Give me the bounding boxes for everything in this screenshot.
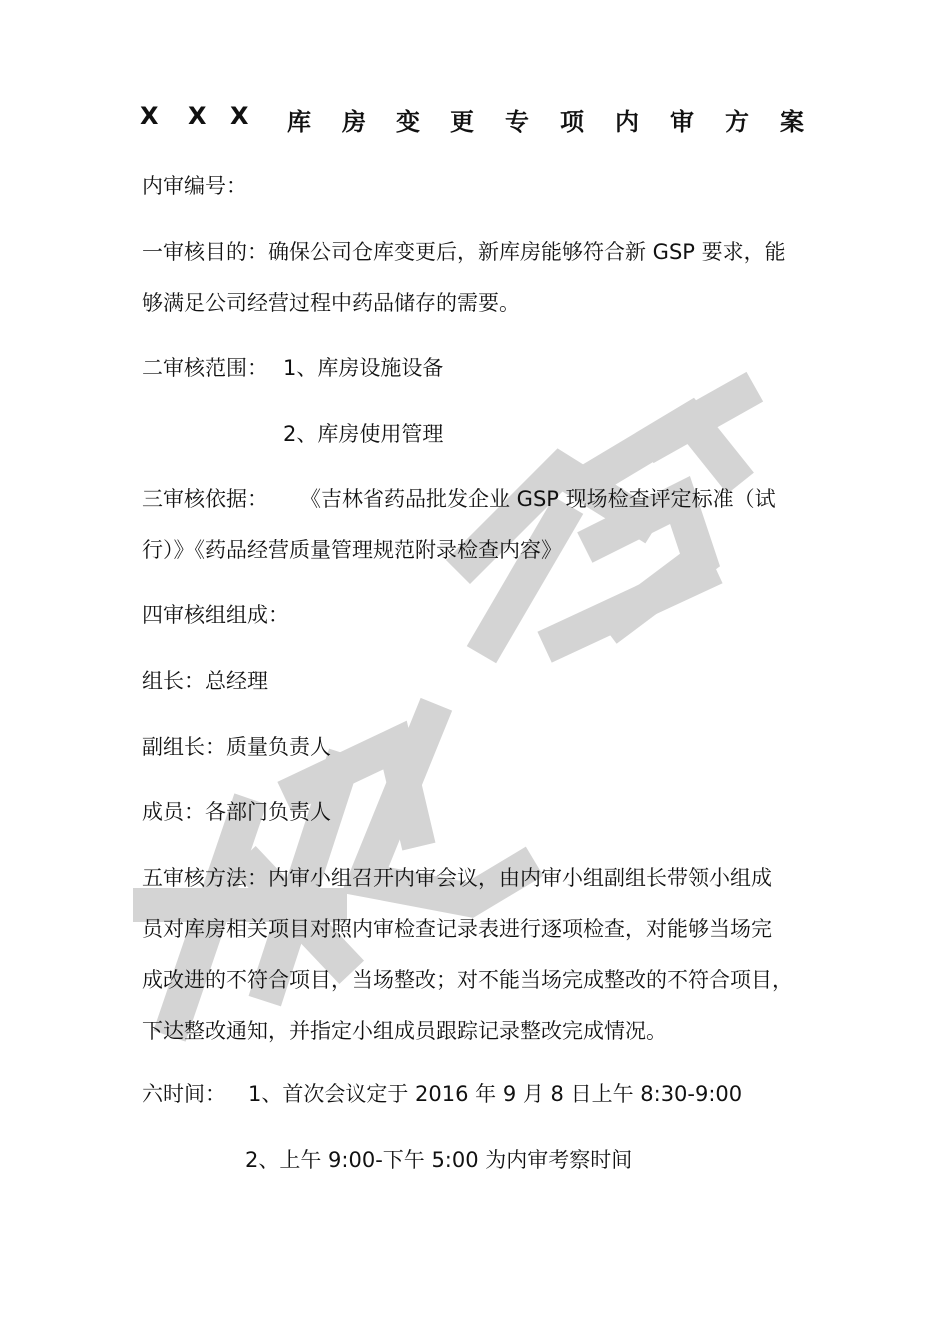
time-item-1: 1、首次会议定于 2016 年 9 月 8 日上午 8:30-9:00 <box>248 1082 743 1106</box>
title-char: X <box>140 102 159 130</box>
title-char: 房 <box>342 108 366 136</box>
team-members: 成员：各部门负责人 <box>142 800 331 824</box>
document-title <box>140 102 810 138</box>
time-item-2: 2、上午 9:00-下午 5:00 为内审考察时间 <box>245 1148 633 1172</box>
title-char: 案 <box>780 108 804 136</box>
time-label: 六时间： <box>142 1082 226 1106</box>
team-heading: 四审核组组成： <box>142 603 289 627</box>
method-line-2: 员对库房相关项目对照内审检查记录表进行逐项检查，对能够当场完 <box>142 917 772 941</box>
basis-label: 三审核依据： <box>142 487 268 511</box>
audit-number: 内审编号： <box>142 174 247 198</box>
team-leader: 组长：总经理 <box>142 669 268 693</box>
team-deputy: 副组长：质量负责人 <box>142 735 331 759</box>
basis-line-1: 《吉林省药品批发企业 GSP 现场检查评定标准（试 <box>300 487 776 511</box>
title-char: 专 <box>505 108 529 136</box>
title-char: X <box>230 102 249 130</box>
title-char: X <box>188 102 207 130</box>
method-line-3: 成改进的不符合项目，当场整改；对不能当场完成整改的不符合项目， <box>142 968 793 992</box>
basis-line-2: 行）》《药品经营质量管理规范附录检查内容》 <box>142 538 562 562</box>
title-char: 变 <box>396 108 420 136</box>
title-char: 内 <box>615 108 639 136</box>
scope-label: 二审核范围： <box>142 356 268 380</box>
title-char: 项 <box>560 108 584 136</box>
scope-item-2: 2、库房使用管理 <box>283 422 444 446</box>
scope-item-1: 1、库房设施设备 <box>283 356 444 380</box>
method-line-1: 五审核方法：内审小组召开内审会议，由内审小组副组长带领小组成 <box>142 866 772 890</box>
title-char: 审 <box>670 108 694 136</box>
title-char: 更 <box>450 108 474 136</box>
title-char: 库 <box>287 108 311 136</box>
purpose-line-2: 够满足公司经营过程中药品储存的需要。 <box>142 291 520 315</box>
title-char: 方 <box>725 108 749 136</box>
method-line-4: 下达整改通知，并指定小组成员跟踪记录整改完成情况。 <box>142 1019 667 1043</box>
purpose-line-1: 一审核目的：确保公司仓库变更后，新库房能够符合新 GSP 要求，能 <box>142 240 786 264</box>
